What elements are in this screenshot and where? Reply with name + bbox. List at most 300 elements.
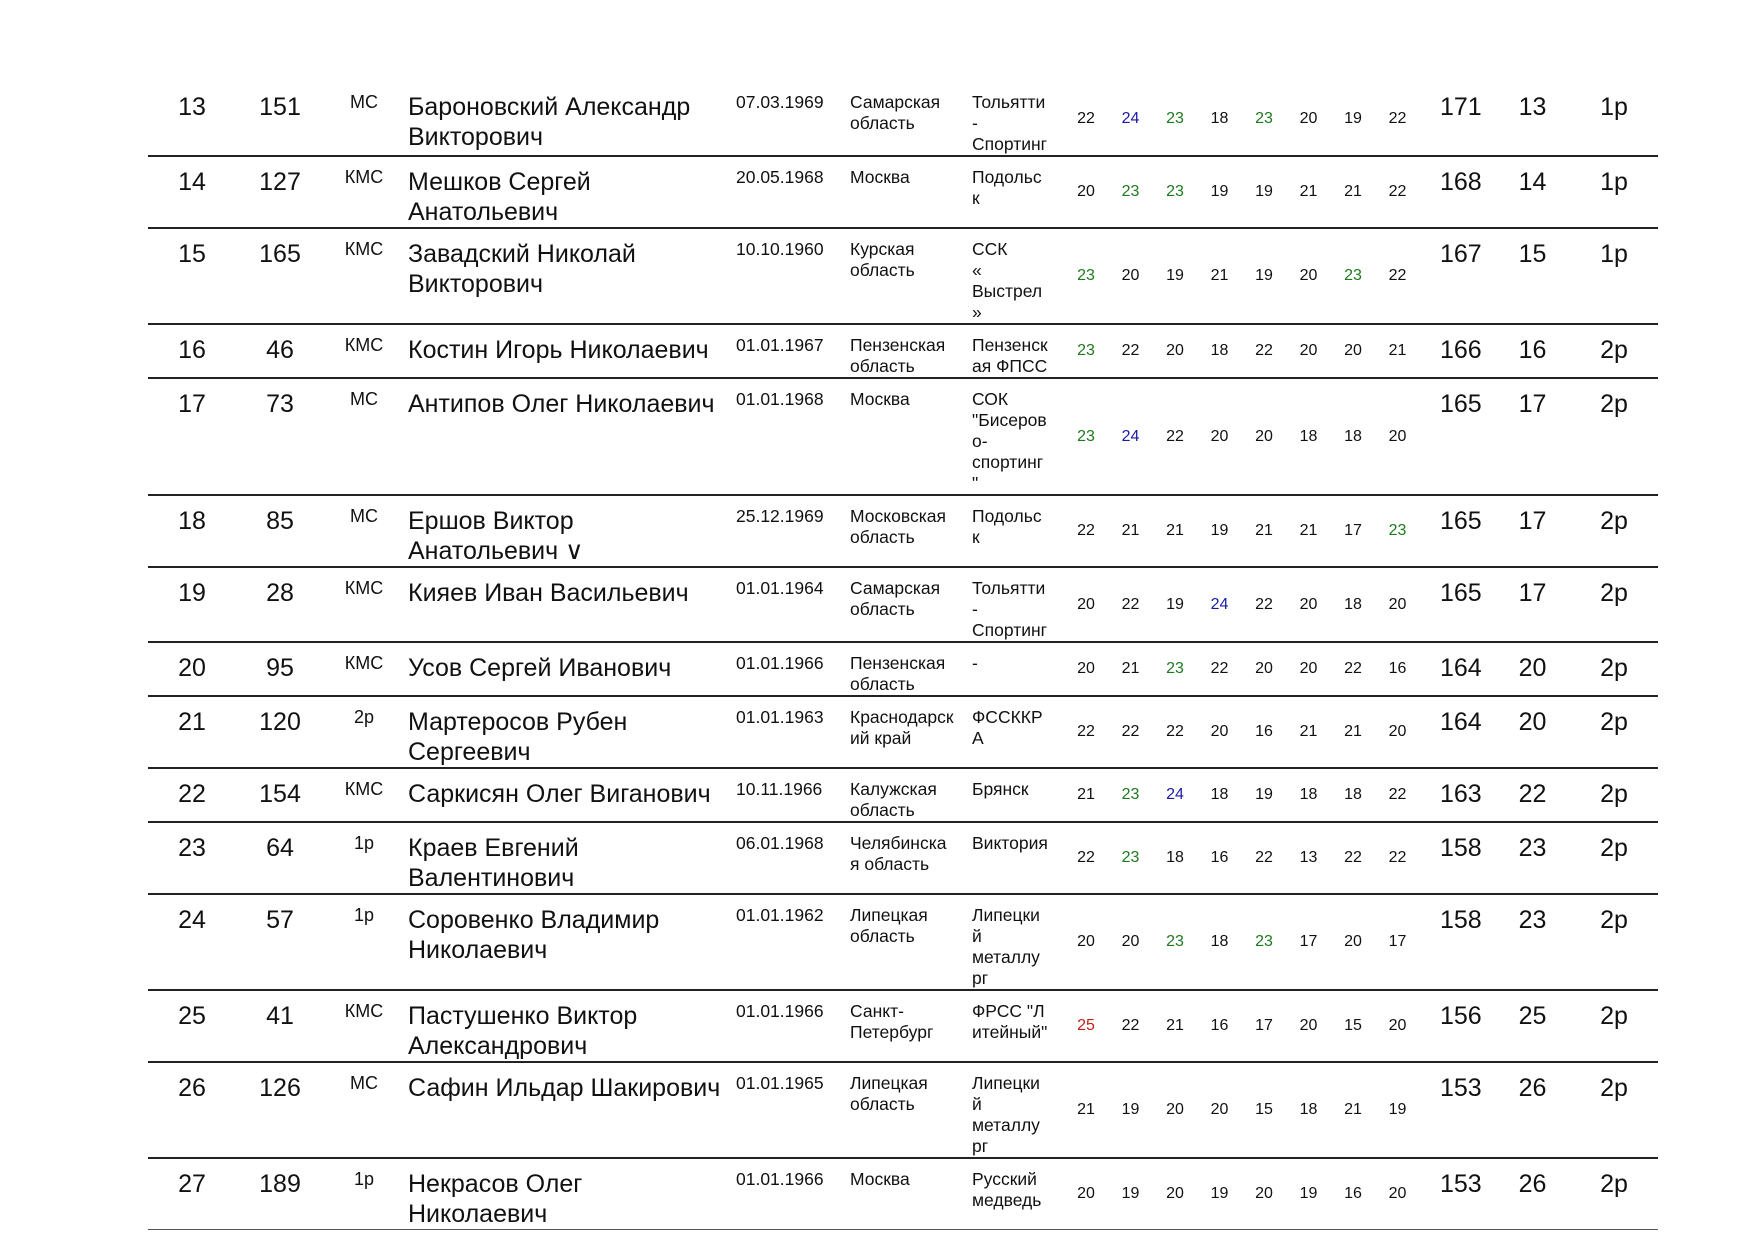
bib-number-cell: 126	[236, 1062, 324, 1158]
athlete-name-cell-line: Викторович	[408, 270, 544, 298]
total-cell: 165	[1420, 378, 1495, 495]
sport-title-cell: 2р	[324, 696, 404, 768]
total-cell: 164	[1420, 642, 1495, 696]
club-cell	[972, 894, 1064, 990]
region-cell	[850, 156, 972, 228]
athlete-name-cell-line: Ершов Виктор	[408, 507, 574, 535]
sport-title-cell: МС	[324, 1062, 404, 1158]
region-cell-line: область	[850, 527, 915, 547]
club-cell-line: о-	[972, 431, 988, 451]
athlete-name-cell	[404, 495, 734, 567]
club-cell-line: "Бисеров	[972, 410, 1047, 430]
rank-cell: 13	[1495, 82, 1570, 156]
category-cell: 1р	[1570, 82, 1658, 156]
region-cell-line: я область	[850, 854, 930, 874]
rank-cell: 16	[1495, 324, 1570, 378]
bib-number-cell: 165	[236, 228, 324, 324]
series-score-cell: 22	[1064, 822, 1108, 894]
region-cell-line: Пензенская	[850, 653, 946, 673]
series-score-cell: 23	[1064, 324, 1108, 378]
total-cell: 153	[1420, 1062, 1495, 1158]
club-cell	[972, 1158, 1064, 1230]
series-score-cell: 20	[1375, 990, 1420, 1062]
region-cell	[850, 696, 972, 768]
club-cell	[972, 82, 1064, 156]
club-cell-line: Спортинг	[972, 134, 1048, 154]
athlete-name-cell-line: Костин Игорь Николаевич	[408, 336, 709, 364]
category-cell: 2р	[1570, 1158, 1658, 1230]
athlete-name-cell-line: Мартеросов Рубен	[408, 708, 628, 736]
club-cell-line: итейный"	[972, 1022, 1048, 1042]
series-score-cell: 22	[1153, 378, 1197, 495]
series-score-cell: 23	[1242, 894, 1286, 990]
region-cell-line: область	[850, 1094, 915, 1114]
series-score-cell: 21	[1286, 696, 1331, 768]
club-cell-line: к	[972, 527, 980, 547]
table-row	[148, 228, 1658, 324]
series-score-cell: 15	[1242, 1062, 1286, 1158]
table-row	[148, 990, 1658, 1062]
series-score-cell: 23	[1108, 822, 1153, 894]
series-score-cell: 22	[1242, 567, 1286, 642]
bib-number-cell: 41	[236, 990, 324, 1062]
series-score-cell: 18	[1286, 378, 1331, 495]
bib-number-cell: 46	[236, 324, 324, 378]
series-score-cell: 23	[1064, 378, 1108, 495]
birth-date-cell: 10.11.1966	[734, 768, 850, 822]
rank-cell: 20	[1495, 642, 1570, 696]
club-cell-line: ФССККР	[972, 707, 1043, 727]
club-cell-line: ФРСС "Л	[972, 1001, 1045, 1021]
series-score-cell: 17	[1375, 894, 1420, 990]
total-cell: 168	[1420, 156, 1495, 228]
region-cell-line: Калужская	[850, 779, 937, 799]
series-score-cell: 22	[1197, 642, 1242, 696]
region-cell	[850, 1062, 972, 1158]
region-cell-line: ий край	[850, 728, 912, 748]
series-score-cell: 20	[1375, 567, 1420, 642]
place-cell: 22	[148, 768, 236, 822]
athlete-name-cell	[404, 1158, 734, 1230]
category-cell: 1р	[1570, 228, 1658, 324]
club-cell-line: рг	[972, 968, 989, 988]
athlete-name-cell-line: Антипов Олег Николаевич	[408, 390, 715, 418]
region-cell-line: Челябинска	[850, 833, 947, 853]
club-cell	[972, 378, 1064, 495]
region-cell	[850, 567, 972, 642]
table-row	[148, 768, 1658, 822]
athlete-name-cell-line: Сафин Ильдар Шакирович	[408, 1074, 721, 1102]
region-cell-line: Петербург	[850, 1022, 934, 1042]
series-score-cell: 19	[1242, 156, 1286, 228]
region-cell-line: Москва	[850, 167, 910, 187]
series-score-cell: 15	[1331, 990, 1375, 1062]
sport-title-cell: КМС	[324, 768, 404, 822]
club-cell-line: спортинг	[972, 452, 1044, 472]
series-score-cell: 18	[1197, 324, 1242, 378]
club-cell-line: »	[972, 302, 982, 322]
region-cell	[850, 378, 972, 495]
series-score-cell: 22	[1064, 495, 1108, 567]
athlete-name-cell	[404, 82, 734, 156]
sport-title-cell: КМС	[324, 642, 404, 696]
series-score-cell: 20	[1153, 1062, 1197, 1158]
region-cell-line: область	[850, 800, 915, 820]
series-score-cell: 17	[1331, 495, 1375, 567]
club-cell-line: Липецки	[972, 905, 1040, 925]
series-score-cell: 20	[1197, 378, 1242, 495]
region-cell-line: область	[850, 260, 915, 280]
region-cell-line: Самарская	[850, 578, 941, 598]
athlete-name-cell-line: Саркисян Олег Виганович	[408, 780, 711, 808]
table-row	[148, 1158, 1658, 1230]
athlete-name-cell-line: Мешков Сергей	[408, 168, 591, 196]
club-cell-line: А	[972, 728, 984, 748]
rank-cell: 17	[1495, 378, 1570, 495]
series-score-cell: 21	[1286, 495, 1331, 567]
bib-number-cell: 95	[236, 642, 324, 696]
series-score-cell: 19	[1242, 768, 1286, 822]
series-score-cell: 22	[1375, 768, 1420, 822]
series-score-cell: 22	[1375, 228, 1420, 324]
place-cell: 27	[148, 1158, 236, 1230]
athlete-name-cell	[404, 567, 734, 642]
series-score-cell: 20	[1375, 378, 1420, 495]
series-score-cell: 23	[1064, 228, 1108, 324]
club-cell	[972, 156, 1064, 228]
series-score-cell: 24	[1197, 567, 1242, 642]
series-score-cell: 21	[1064, 768, 1108, 822]
series-score-cell: 20	[1064, 1158, 1108, 1230]
series-score-cell: 21	[1197, 228, 1242, 324]
place-cell: 20	[148, 642, 236, 696]
athlete-name-cell	[404, 768, 734, 822]
birth-date-cell: 01.01.1966	[734, 1158, 850, 1230]
total-cell: 165	[1420, 495, 1495, 567]
sport-title-cell: КМС	[324, 228, 404, 324]
birth-date-cell: 20.05.1968	[734, 156, 850, 228]
club-cell	[972, 768, 1064, 822]
athlete-name-cell	[404, 378, 734, 495]
table-row	[148, 1062, 1658, 1158]
series-score-cell: 18	[1197, 82, 1242, 156]
series-score-cell: 23	[1153, 894, 1197, 990]
athlete-name-cell-line: Сергеевич	[408, 738, 531, 766]
rank-cell: 26	[1495, 1062, 1570, 1158]
athlete-name-cell-line: Викторович	[408, 123, 544, 151]
total-cell: 153	[1420, 1158, 1495, 1230]
club-cell-line: металлу	[972, 947, 1040, 967]
rank-cell: 20	[1495, 696, 1570, 768]
club-cell-line: Русский	[972, 1169, 1037, 1189]
sport-title-cell: МС	[324, 378, 404, 495]
series-score-cell: 17	[1242, 990, 1286, 1062]
series-score-cell: 20	[1064, 567, 1108, 642]
place-cell: 23	[148, 822, 236, 894]
club-cell-line: Спортинг	[972, 620, 1048, 640]
club-cell	[972, 696, 1064, 768]
club-cell-line: -	[972, 653, 978, 673]
total-cell: 158	[1420, 822, 1495, 894]
birth-date-cell: 06.01.1968	[734, 822, 850, 894]
region-cell-line: область	[850, 926, 915, 946]
results-table	[148, 82, 1658, 1230]
total-cell: 166	[1420, 324, 1495, 378]
rank-cell: 17	[1495, 567, 1570, 642]
total-cell: 165	[1420, 567, 1495, 642]
club-cell-line: й	[972, 1094, 982, 1114]
place-cell: 26	[148, 1062, 236, 1158]
series-score-cell: 19	[1197, 1158, 1242, 1230]
athlete-name-cell	[404, 642, 734, 696]
place-cell: 16	[148, 324, 236, 378]
region-cell	[850, 495, 972, 567]
sport-title-cell: 1р	[324, 894, 404, 990]
place-cell: 14	[148, 156, 236, 228]
athlete-name-cell	[404, 822, 734, 894]
series-score-cell: 22	[1153, 696, 1197, 768]
bib-number-cell: 127	[236, 156, 324, 228]
category-cell: 2р	[1570, 696, 1658, 768]
series-score-cell: 16	[1197, 822, 1242, 894]
bib-number-cell: 151	[236, 82, 324, 156]
series-score-cell: 21	[1331, 696, 1375, 768]
series-score-cell: 20	[1242, 378, 1286, 495]
series-score-cell: 20	[1242, 1158, 1286, 1230]
series-score-cell: 23	[1153, 82, 1197, 156]
series-score-cell: 22	[1331, 642, 1375, 696]
rank-cell: 14	[1495, 156, 1570, 228]
total-cell: 164	[1420, 696, 1495, 768]
bib-number-cell: 120	[236, 696, 324, 768]
region-cell-line: область	[850, 113, 915, 133]
bib-number-cell: 154	[236, 768, 324, 822]
birth-date-cell: 01.01.1968	[734, 378, 850, 495]
series-score-cell: 18	[1197, 768, 1242, 822]
series-score-cell: 21	[1242, 495, 1286, 567]
table-row	[148, 378, 1658, 495]
place-cell: 24	[148, 894, 236, 990]
series-score-cell: 22	[1108, 696, 1153, 768]
series-score-cell: 21	[1064, 1062, 1108, 1158]
athlete-name-cell	[404, 228, 734, 324]
category-cell: 2р	[1570, 822, 1658, 894]
series-score-cell: 20	[1108, 228, 1153, 324]
club-cell	[972, 228, 1064, 324]
series-score-cell: 23	[1375, 495, 1420, 567]
bib-number-cell: 64	[236, 822, 324, 894]
bib-number-cell: 85	[236, 495, 324, 567]
athlete-name-cell-line: Анатольевич ∨	[408, 537, 584, 565]
region-cell-line: Самарская	[850, 92, 941, 112]
sport-title-cell: МС	[324, 495, 404, 567]
athlete-name-cell-line: Александрович	[408, 1032, 588, 1060]
category-cell: 2р	[1570, 642, 1658, 696]
series-score-cell: 21	[1108, 495, 1153, 567]
series-score-cell: 20	[1197, 696, 1242, 768]
club-cell-line: -	[972, 113, 978, 133]
series-score-cell: 18	[1331, 378, 1375, 495]
region-cell-line: Пензенская	[850, 335, 946, 355]
club-cell-line: металлу	[972, 1115, 1040, 1135]
athlete-name-cell-line: Соровенко Владимир	[408, 906, 660, 934]
athlete-name-cell	[404, 324, 734, 378]
series-score-cell: 19	[1108, 1062, 1153, 1158]
series-score-cell: 20	[1375, 1158, 1420, 1230]
region-cell	[850, 990, 972, 1062]
region-cell-line: Курская	[850, 239, 915, 259]
rank-cell: 22	[1495, 768, 1570, 822]
series-score-cell: 16	[1197, 990, 1242, 1062]
sport-title-cell: КМС	[324, 156, 404, 228]
region-cell-line: область	[850, 674, 915, 694]
series-score-cell: 19	[1108, 1158, 1153, 1230]
category-cell: 2р	[1570, 1062, 1658, 1158]
birth-date-cell: 01.01.1964	[734, 567, 850, 642]
series-score-cell: 20	[1153, 324, 1197, 378]
birth-date-cell: 01.01.1966	[734, 990, 850, 1062]
athlete-name-cell-line: Валентинович	[408, 864, 575, 892]
series-score-cell: 20	[1197, 1062, 1242, 1158]
table-row	[148, 324, 1658, 378]
birth-date-cell: 01.01.1965	[734, 1062, 850, 1158]
club-cell-line: ССК	[972, 239, 1008, 259]
series-score-cell: 21	[1331, 156, 1375, 228]
club-cell	[972, 495, 1064, 567]
total-cell: 156	[1420, 990, 1495, 1062]
club-cell-line: Пензенск	[972, 335, 1048, 355]
series-score-cell: 19	[1197, 156, 1242, 228]
rank-cell: 23	[1495, 894, 1570, 990]
sport-title-cell: МС	[324, 82, 404, 156]
series-score-cell: 21	[1375, 324, 1420, 378]
series-score-cell: 20	[1064, 642, 1108, 696]
series-score-cell: 13	[1286, 822, 1331, 894]
series-score-cell: 18	[1331, 768, 1375, 822]
club-cell	[972, 642, 1064, 696]
place-cell: 18	[148, 495, 236, 567]
total-cell: 163	[1420, 768, 1495, 822]
series-score-cell: 18	[1197, 894, 1242, 990]
series-score-cell: 23	[1153, 156, 1197, 228]
club-cell-line: ая ФПСС	[972, 356, 1048, 376]
club-cell-line: "	[972, 473, 979, 493]
series-score-cell: 20	[1331, 894, 1375, 990]
club-cell-line: Подольс	[972, 167, 1042, 187]
series-score-cell: 22	[1375, 156, 1420, 228]
category-cell: 2р	[1570, 324, 1658, 378]
birth-date-cell: 01.01.1962	[734, 894, 850, 990]
athlete-name-cell-line: Кияев Иван Васильевич	[408, 579, 689, 607]
sport-title-cell: 1р	[324, 1158, 404, 1230]
region-cell-line: область	[850, 599, 915, 619]
club-cell-line: Брянск	[972, 779, 1029, 799]
table-row	[148, 567, 1658, 642]
series-score-cell: 22	[1108, 990, 1153, 1062]
total-cell: 171	[1420, 82, 1495, 156]
club-cell-line: СОК	[972, 389, 1009, 409]
series-score-cell: 22	[1375, 822, 1420, 894]
series-score-cell: 20	[1375, 696, 1420, 768]
athlete-name-cell-line: Завадский Николай	[408, 240, 636, 268]
total-cell: 158	[1420, 894, 1495, 990]
series-score-cell: 22	[1242, 822, 1286, 894]
club-cell-line: рг	[972, 1136, 989, 1156]
series-score-cell: 23	[1331, 228, 1375, 324]
series-score-cell: 23	[1108, 768, 1153, 822]
series-score-cell: 20	[1286, 567, 1331, 642]
series-score-cell: 20	[1286, 990, 1331, 1062]
series-score-cell: 17	[1286, 894, 1331, 990]
region-cell-line: Липецкая	[850, 905, 928, 925]
athlete-name-cell-line: Бароновский Александр	[408, 93, 691, 121]
birth-date-cell: 01.01.1967	[734, 324, 850, 378]
athlete-name-cell-line: Пастушенко Виктор	[408, 1002, 638, 1030]
place-cell: 21	[148, 696, 236, 768]
bib-number-cell: 189	[236, 1158, 324, 1230]
region-cell	[850, 324, 972, 378]
region-cell	[850, 822, 972, 894]
birth-date-cell: 01.01.1966	[734, 642, 850, 696]
club-cell-line: Выстрел	[972, 281, 1043, 301]
series-score-cell: 22	[1242, 324, 1286, 378]
series-score-cell: 21	[1331, 1062, 1375, 1158]
athlete-name-cell-line: Некрасов Олег	[408, 1170, 583, 1198]
series-score-cell: 19	[1286, 1158, 1331, 1230]
athlete-name-cell	[404, 696, 734, 768]
club-cell-line: к	[972, 188, 980, 208]
series-score-cell: 23	[1108, 156, 1153, 228]
table-row	[148, 642, 1658, 696]
athlete-name-cell	[404, 1062, 734, 1158]
table-row	[148, 82, 1658, 156]
series-score-cell: 23	[1242, 82, 1286, 156]
series-score-cell: 19	[1153, 228, 1197, 324]
category-cell: 2р	[1570, 567, 1658, 642]
table-row	[148, 894, 1658, 990]
athlete-name-cell-line: Усов Сергей Иванович	[408, 654, 672, 682]
club-cell-line: «	[972, 260, 982, 280]
series-score-cell: 16	[1331, 1158, 1375, 1230]
club-cell-line: й	[972, 926, 982, 946]
region-cell	[850, 642, 972, 696]
series-score-cell: 20	[1064, 894, 1108, 990]
club-cell-line: Липецки	[972, 1073, 1040, 1093]
birth-date-cell: 10.10.1960	[734, 228, 850, 324]
club-cell	[972, 990, 1064, 1062]
category-cell: 2р	[1570, 990, 1658, 1062]
place-cell: 15	[148, 228, 236, 324]
place-cell: 13	[148, 82, 236, 156]
series-score-cell: 19	[1375, 1062, 1420, 1158]
bib-number-cell: 57	[236, 894, 324, 990]
athlete-name-cell	[404, 156, 734, 228]
athlete-name-cell-line: Николаевич	[408, 1200, 548, 1228]
club-cell-line: Тольятти	[972, 92, 1046, 112]
series-score-cell: 21	[1153, 990, 1197, 1062]
category-cell: 1р	[1570, 156, 1658, 228]
series-score-cell: 24	[1108, 82, 1153, 156]
region-cell-line: область	[850, 356, 915, 376]
table-row	[148, 822, 1658, 894]
club-cell	[972, 1062, 1064, 1158]
club-cell-line: Тольятти	[972, 578, 1046, 598]
rank-cell: 25	[1495, 990, 1570, 1062]
series-score-cell: 18	[1153, 822, 1197, 894]
bib-number-cell: 73	[236, 378, 324, 495]
region-cell-line: Краснодарск	[850, 707, 954, 727]
series-score-cell: 22	[1331, 822, 1375, 894]
